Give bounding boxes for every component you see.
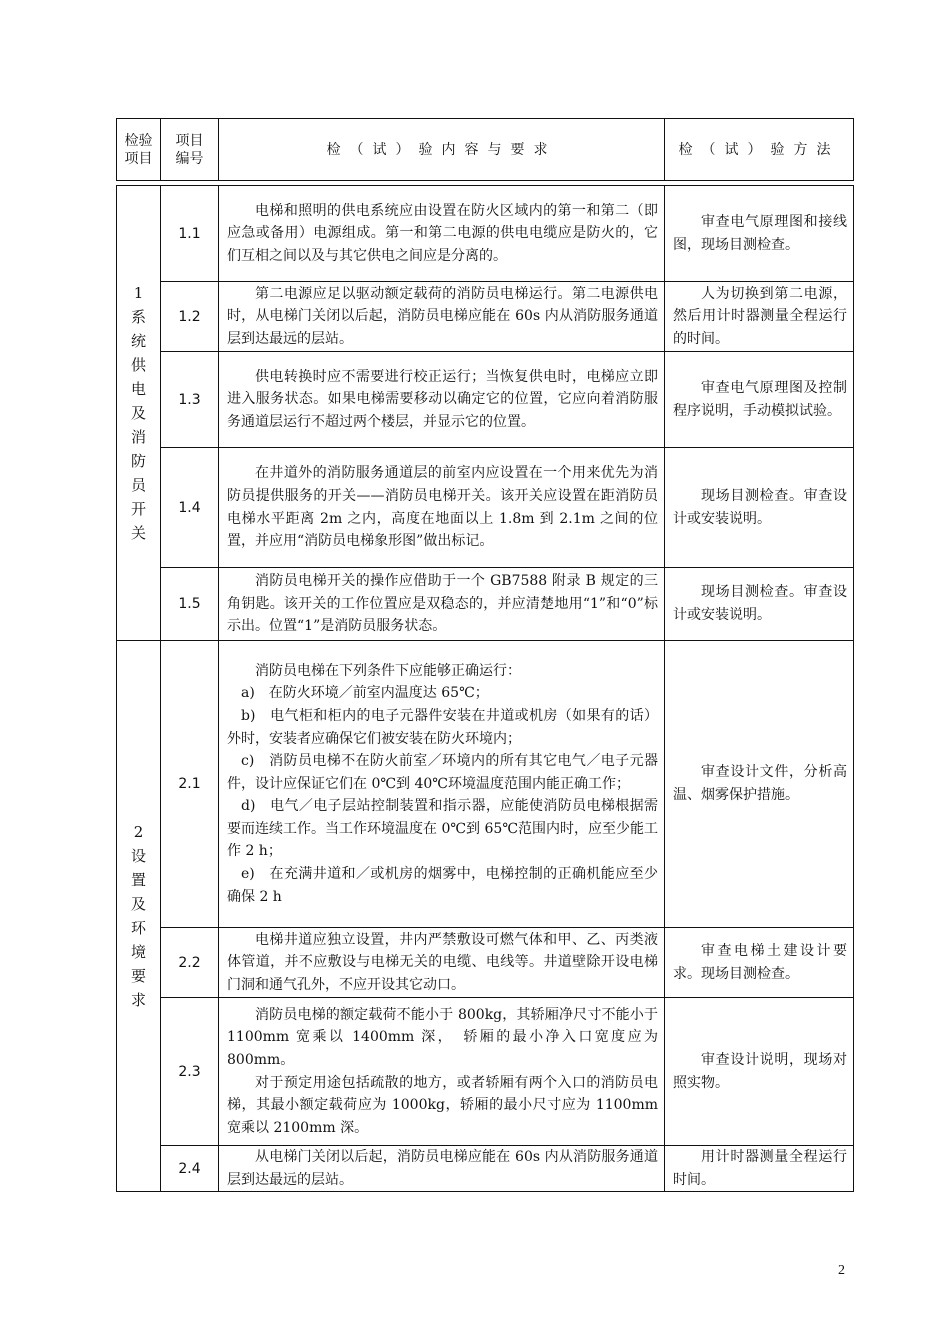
test-method: 审查电梯土建设计要求。现场目测检查。: [665, 928, 854, 998]
item-number: 2.4: [161, 1146, 219, 1192]
test-method: 审查设计说明，现场对照实物。: [665, 998, 854, 1146]
requirement-paragraph: 从电梯门关闭以后起，消防员电梯应能在 60s 内从消防服务通道层到达最远的层站。: [227, 1149, 658, 1188]
item-number: 1.1: [161, 186, 219, 282]
header-col-number: 项目 编号: [161, 119, 219, 181]
requirement-paragraph: 电梯井道应独立设置，井内严禁敷设可燃气体和甲、乙、丙类液体管道，并不应敷设与电梯无关的电缆、电线等。井道壁除开设电梯门洞和通气孔外，不应开设其它动口。: [227, 931, 658, 993]
requirement-paragraph: 第二电源应足以驱动额定载荷的消防员电梯运行。第二电源供电时，从电梯门关闭以后起，消防员电梯应能在 60s 内从消防服务通道层到达最远的层站。: [227, 285, 658, 347]
item-number: 1.5: [161, 568, 219, 641]
requirement-paragraph: 对于预定用途包括疏散的地方，或者轿厢有两个入口的消防员电梯，其最小额定载荷应为 1000kg，轿厢的最小尺寸应为 1100mm 宽乘以 2100mm 深。: [227, 1074, 658, 1136]
requirement-paragraph: 电梯和照明的供电系统应由设置在防火区域内的第一和第二（即应急或备用）电源组成。第一和第二电源的供电电缆应是防火的，它们互相之间以及与其它供电之间应是分离的。: [227, 202, 658, 264]
item-number: 2.3: [161, 998, 219, 1146]
requirement-content: [219, 998, 665, 1146]
requirement-content: [219, 641, 665, 928]
item-number: 1.3: [161, 352, 219, 448]
test-method: 审查电气原理图及控制程序说明，手动模拟试验。: [665, 352, 854, 448]
header-col-method: 检（试）验方法: [665, 119, 854, 181]
test-method: 审查电气原理图和接线图，现场目测检查。: [665, 186, 854, 282]
requirement-content: [219, 282, 665, 352]
table-header: [116, 118, 854, 181]
requirement-paragraph: e) 在充满井道和／或机房的烟雾中，电梯控制的正确机能应至少确保 2 h: [227, 866, 658, 905]
requirement-content: [219, 568, 665, 641]
table-row: [117, 352, 854, 448]
test-method: 用计时器测量全程运行时间。: [665, 1146, 854, 1192]
requirement-paragraph: c) 消防员电梯不在防火前室／环境内的所有其它电气／电子元器件，设计应保证它们在 0℃到 40℃环境温度范围内能正确工作；: [227, 753, 658, 792]
item-number: 2.1: [161, 641, 219, 928]
requirement-content: [219, 448, 665, 568]
test-method: 现场目测检查。审查设计或安装说明。: [665, 568, 854, 641]
requirement-paragraph: 消防员电梯的额定载荷不能小于 800kg，其轿厢净尺寸不能小于 1100mm 宽乘以 1400mm 深， 轿厢的最小净入口宽度应为 800mm。: [227, 1006, 658, 1068]
item-number: 1.4: [161, 448, 219, 568]
table-row: [117, 282, 854, 352]
inspection-table: [116, 118, 853, 1192]
table-row: [117, 448, 854, 568]
table-row: [117, 568, 854, 641]
group-label: 1 系 统 供 电 及 消 防 员 开 关: [117, 186, 161, 641]
page-number: 2: [838, 1263, 845, 1278]
header-col-item: 检验 项目: [117, 119, 161, 181]
requirement-paragraph: 供电转换时应不需要进行校正运行；当恢复供电时，电梯应立即进入服务状态。如果电梯需要移动以确定它的位置，它应向着消防服务通道层运行不超过两个楼层，并显示它的位置。: [227, 368, 658, 430]
table-row: [117, 641, 854, 928]
requirement-content: [219, 352, 665, 448]
table-body: [116, 185, 854, 1192]
table-row: [117, 928, 854, 998]
table-row: [117, 1146, 854, 1192]
header-col-content: 检（试）验内容与要求: [219, 119, 665, 181]
requirement-content: [219, 928, 665, 998]
group-label: 2 设 置 及 环 境 要 求: [117, 641, 161, 1192]
requirement-content: [219, 1146, 665, 1192]
requirement-paragraph: a) 在防火环境／前室内温度达 65℃；: [241, 685, 489, 702]
requirement-paragraph: b) 电气柜和柜内的电子元器件安装在井道或机房（如果有的话）外时，安装者应确保它们被安装在防火环境内；: [227, 707, 658, 747]
item-number: 1.2: [161, 282, 219, 352]
test-method: 人为切换到第二电源，然后用计时器测量全程运行的时间。: [665, 282, 854, 352]
table-row: [117, 998, 854, 1146]
table-row: [117, 186, 854, 282]
test-method: 审查设计文件，分析高温、烟雾保护措施。: [665, 641, 854, 928]
requirement-content: [219, 186, 665, 282]
item-number: 2.2: [161, 928, 219, 998]
requirement-paragraph: 消防员电梯开关的操作应借助于一个 GB7588 附录 B 规定的三角钥匙。该开关的工作位置应是双稳态的，并应清楚地用“1”和“0”标示出。位置“1”是消防员服务状态。: [227, 573, 658, 635]
requirement-paragraph: 在井道外的消防服务通道层的前室内应设置在一个用来优先为消防员提供服务的开关——消防员电梯开关。该开关应设置在距消防员电梯水平距离 2m 之内，高度在地面以上 1.8m 到 2.1m 之间的位置，并应用“消防员电梯象形图”做出标记。: [227, 465, 658, 550]
requirement-paragraph: 消防员电梯在下列条件下应能够正确运行：: [255, 662, 521, 679]
requirement-paragraph: d) 电气／电子层站控制装置和指示器，应能使消防员电梯根据需要而连续工作。当工作环境温度在 0℃到 65℃范围内时，应至少能工作 2 h；: [227, 798, 658, 860]
test-method: 现场目测检查。审查设计或安装说明。: [665, 448, 854, 568]
